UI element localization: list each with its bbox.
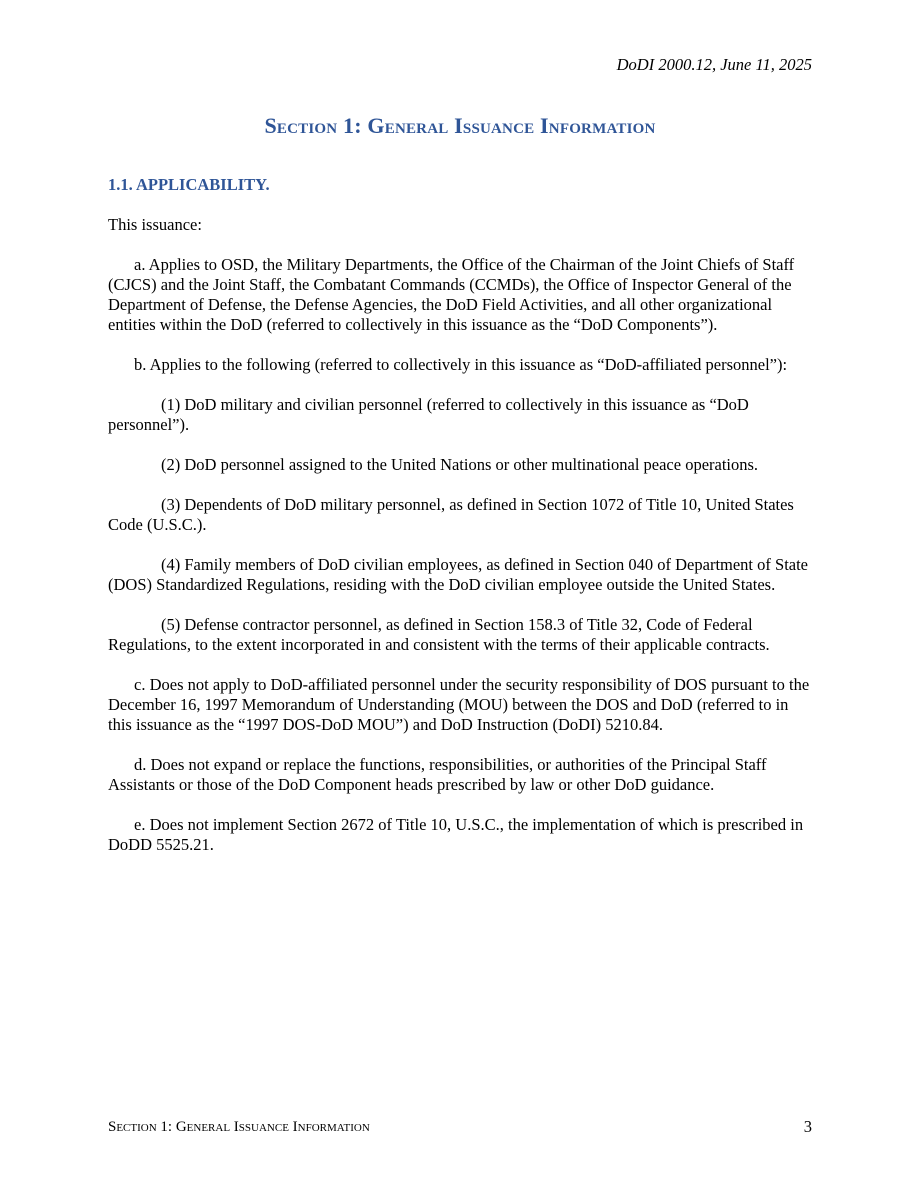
page-body: [108, 175, 812, 855]
section-title: Section 1: General Issuance Information: [264, 113, 656, 138]
paragraph-b-5: (5) Defense contractor personnel, as defined in Section 158.3 of Title 32, Code of Federal Regulations, to the extent incorporated in and consistent with the terms of their applicable contracts.: [108, 615, 770, 654]
paragraph-c: c. Does not apply to DoD-affiliated personnel under the security responsibility of DOS pursuant to the December 16, 1997 Memorandum of Understanding (MOU) between the DOS and DoD (referred to in this issuance as the “1997 DOS-DoD MOU”) and DoD Instruction (DoDI) 5210.84.: [108, 675, 810, 734]
footer-section-label: Section 1: General Issuance Information: [108, 1119, 370, 1135]
page-footer: [108, 1117, 812, 1137]
subheading-applicability: 1.1. APPLICABILITY.: [108, 175, 270, 194]
paragraph-b-3: (3) Dependents of DoD military personnel, as defined in Section 1072 of Title 10, United States Code (U.S.C.).: [108, 495, 794, 534]
paragraph-d: d. Does not expand or replace the functions, responsibilities, or authorities of the Principal Staff Assistants or those of the DoD Component heads prescribed by law or other DoD guidance.: [108, 755, 767, 794]
paragraph-b: b. Applies to the following (referred to collectively in this issuance as “DoD-affiliated personnel”):: [134, 355, 788, 374]
paragraph-e: e. Does not implement Section 2672 of Title 10, U.S.C., the implementation of which is prescribed in DoDD 5525.21.: [108, 815, 804, 854]
intro-text: This issuance:: [108, 215, 202, 234]
paragraph-b-4: (4) Family members of DoD civilian employees, as defined in Section 040 of Department of State (DOS) Standardized Regulations, residing with the DoD civilian employee outside the United States.: [108, 555, 809, 594]
document-reference: DoDI 2000.12, June 11, 2025: [616, 55, 812, 74]
paragraph-b-1: (1) DoD military and civilian personnel (referred to collectively in this issuance as “DoD personnel”).: [108, 395, 749, 434]
paragraph-a: a. Applies to OSD, the Military Departments, the Office of the Chairman of the Joint Chiefs of Staff (CJCS) and the Joint Staff, the Combatant Commands (CCMDs), the Office of Inspector General of the Department of Defense, the Defense Agencies, the DoD Field Activities, and all other organizational entities within the DoD (referred to collectively in this issuance as the “DoD Components”).: [108, 255, 795, 334]
page-number: 3: [803, 1117, 812, 1136]
paragraph-b-2: (2) DoD personnel assigned to the United Nations or other multinational peace operations.: [161, 455, 759, 474]
